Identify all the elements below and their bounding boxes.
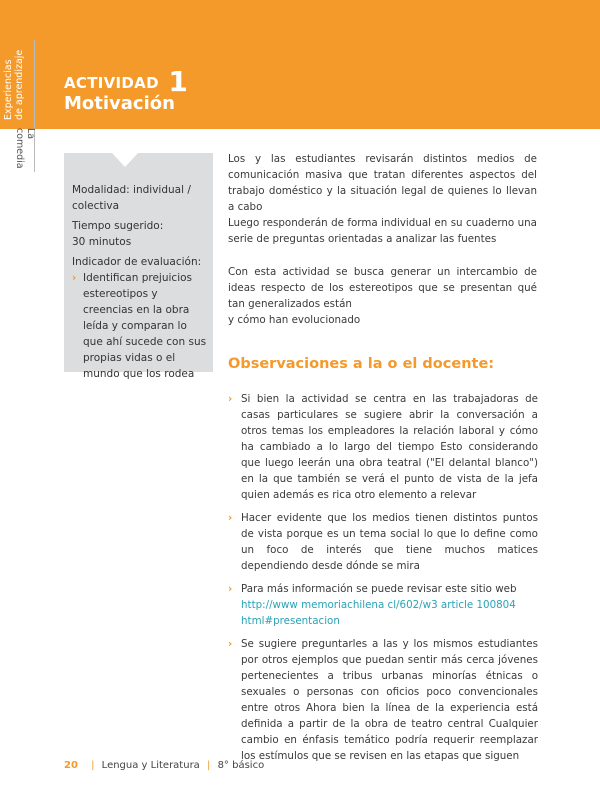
bullet-icon: › [228, 512, 233, 524]
page-number: 20 [64, 760, 78, 771]
list-item [228, 636, 538, 764]
paragraph-3b: y cómo han evolucionado [228, 314, 361, 326]
activity-label [64, 62, 189, 98]
observaciones-title: Observaciones a la o el docente: [228, 356, 495, 372]
activity-title: Motivación [64, 93, 175, 114]
paragraph-2: Luego responderán de forma individual en su cuaderno una serie de preguntas orientadas a analizar las fuentes [228, 217, 537, 245]
obs-item-text: Se sugiere preguntarles a las y los mismos estudiantes por otros ejemplos que puedan sentir más cerca jóvenes pertenecientes a tribus urbanas minorías étnicas o sexuales o personas con oficios poco convencionales entre otros Ahora bien la línea de la experiencia está definida a partir de la obra de teatro central Cualquier cambio en énfasis temático podría requerir reemplazar los estímulos que se revisen en las etapas que siguen [241, 638, 538, 762]
activity-number: 1 [168, 65, 189, 98]
indicador-item: › Identifican prejuicios estereotipos y creencias en la obra leída y comparan lo que ahí sucede con sus propias vidas o el mundo que los rodea [72, 270, 207, 382]
paragraph-3a: Con esta actividad se busca generar un intercambio de ideas respecto de los estereotipos que se presentan qué tan generalizados están [228, 266, 537, 310]
tiempo-value: 30 minutos [72, 236, 132, 248]
obs-item-text: Hacer evidente que los medios tienen distintos puntos de vista porque es un tema social lo que lo define como un foco de interés que tiene muchos matices dependiendo desde dónde se mira [241, 512, 538, 572]
modalidad: Modalidad: individual / colectiva [72, 184, 191, 212]
paragraph-3 [228, 264, 537, 328]
bullet-icon: › [228, 393, 233, 405]
indicador-label: Indicador de evaluación: [72, 256, 202, 268]
page-footer [64, 760, 264, 771]
tiempo-label: Tiempo sugerido: [72, 220, 164, 232]
grade: 8° básico [217, 760, 265, 771]
list-item [228, 391, 538, 503]
separator: | [91, 760, 95, 771]
obs-item-text: Si bien la actividad se centra en las trabajadoras de casas particulares se sugiere abrir la conversación a otros temas los empleadores la relación laboral y cómo ha cambiado a lo largo del tiempo Esto considerando que luego leerán una obra teatral ("El delantal blanco") en la que también se verá el punto de vista de la jefa quien además es rica otro elemento a relevar [241, 393, 538, 501]
info-box-notch [112, 153, 138, 167]
bullet-icon: › [228, 583, 233, 595]
observaciones-list [228, 391, 538, 771]
unit-label: La comedia [14, 128, 36, 169]
info-box [64, 153, 213, 380]
bullet-icon: › [228, 638, 233, 650]
activity-word: ACTIVIDAD [64, 74, 159, 92]
separator: | [207, 760, 211, 771]
section-label: Experiencias de aprendizaje [3, 49, 25, 120]
info-prefix: Para más información se puede revisar este sitio web [241, 583, 517, 595]
paragraph-1: Los y las estudiantes revisarán distintos medios de comunicación masiva que tratan diferentes aspectos del trabajo doméstico y la situación legal de quienes lo llevan a cabo [228, 153, 537, 213]
list-item [228, 581, 538, 629]
subject: Lengua y Literatura [101, 760, 200, 771]
list-item [228, 510, 538, 574]
info-link[interactable]: http://www memoriachilena cl/602/w3 article 100804 html#presentacion [241, 599, 516, 627]
